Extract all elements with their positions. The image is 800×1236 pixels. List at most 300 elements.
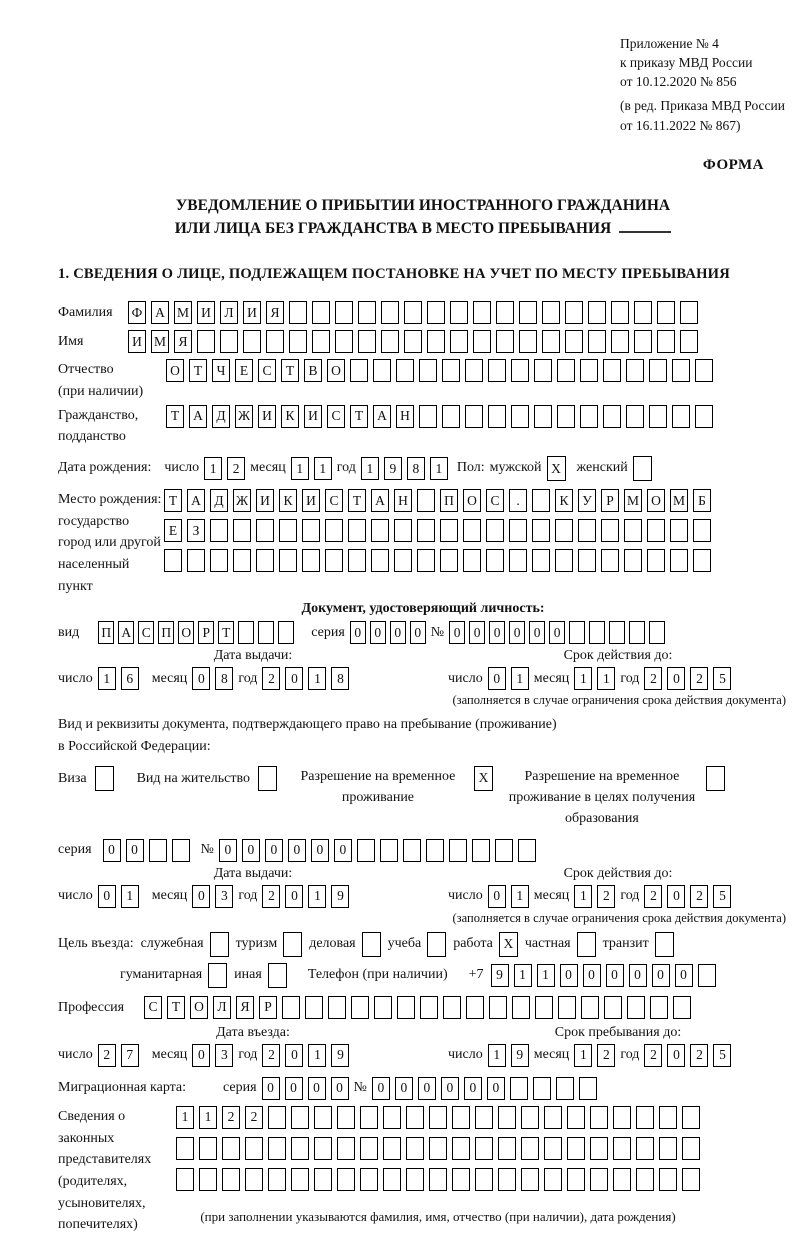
- form-cell[interactable]: Т: [189, 359, 207, 382]
- form-cell[interactable]: [291, 1168, 309, 1191]
- form-cell[interactable]: [337, 1106, 355, 1129]
- form-cell[interactable]: 0: [265, 839, 283, 862]
- form-cell[interactable]: О: [463, 489, 481, 512]
- form-cell[interactable]: [268, 1168, 286, 1191]
- form-cell[interactable]: 2: [644, 667, 662, 690]
- form-cell[interactable]: 0: [98, 885, 116, 908]
- form-cell[interactable]: 0: [529, 621, 545, 644]
- form-cell[interactable]: [373, 359, 391, 382]
- form-cell[interactable]: [427, 330, 445, 353]
- form-cell[interactable]: 0: [469, 621, 485, 644]
- form-cell[interactable]: [397, 996, 415, 1019]
- form-cell[interactable]: [633, 456, 652, 481]
- form-cell[interactable]: [496, 301, 514, 324]
- form-cell[interactable]: [495, 839, 513, 862]
- form-cell[interactable]: Ж: [235, 405, 253, 428]
- form-cell[interactable]: [590, 1137, 608, 1160]
- form-cell[interactable]: [475, 1137, 493, 1160]
- form-cell[interactable]: 0: [285, 885, 303, 908]
- form-cell[interactable]: О: [327, 359, 345, 382]
- form-cell[interactable]: Ж: [233, 489, 251, 512]
- form-cell[interactable]: [381, 330, 399, 353]
- form-cell[interactable]: Т: [167, 996, 185, 1019]
- form-cell[interactable]: Б: [693, 489, 711, 512]
- form-cell[interactable]: К: [279, 489, 297, 512]
- form-cell[interactable]: [682, 1106, 700, 1129]
- form-cell[interactable]: 1: [511, 667, 529, 690]
- form-cell[interactable]: 0: [395, 1077, 413, 1100]
- form-cell[interactable]: [565, 330, 583, 353]
- form-cell[interactable]: 9: [331, 885, 349, 908]
- form-cell[interactable]: [337, 1168, 355, 1191]
- form-cell[interactable]: 0: [308, 1077, 326, 1100]
- form-cell[interactable]: [521, 1168, 539, 1191]
- form-cell[interactable]: [488, 359, 506, 382]
- form-cell[interactable]: Т: [348, 489, 366, 512]
- form-cell[interactable]: [472, 839, 490, 862]
- form-cell[interactable]: [149, 839, 167, 862]
- form-cell[interactable]: 0: [331, 1077, 349, 1100]
- form-cell[interactable]: [360, 1137, 378, 1160]
- form-cell[interactable]: 1: [121, 885, 139, 908]
- form-cell[interactable]: [590, 1106, 608, 1129]
- form-cell[interactable]: О: [178, 621, 194, 644]
- form-cell[interactable]: Т: [164, 489, 182, 512]
- form-cell[interactable]: З: [187, 519, 205, 542]
- form-cell[interactable]: [233, 549, 251, 572]
- form-cell[interactable]: [172, 839, 190, 862]
- form-cell[interactable]: 0: [390, 621, 406, 644]
- form-cell[interactable]: О: [166, 359, 184, 382]
- form-cell[interactable]: 0: [487, 1077, 505, 1100]
- form-cell[interactable]: [403, 839, 421, 862]
- form-cell[interactable]: 0: [410, 621, 426, 644]
- form-cell[interactable]: В: [304, 359, 322, 382]
- form-cell[interactable]: [176, 1137, 194, 1160]
- form-cell[interactable]: 0: [103, 839, 121, 862]
- form-cell[interactable]: 1: [361, 457, 379, 480]
- form-cell[interactable]: [578, 549, 596, 572]
- form-cell[interactable]: .: [509, 489, 527, 512]
- form-cell[interactable]: [649, 359, 667, 382]
- form-cell[interactable]: А: [373, 405, 391, 428]
- form-cell[interactable]: [357, 839, 375, 862]
- form-cell[interactable]: [208, 963, 227, 988]
- form-cell[interactable]: Е: [164, 519, 182, 542]
- form-cell[interactable]: [613, 1106, 631, 1129]
- form-cell[interactable]: [473, 301, 491, 324]
- form-cell[interactable]: [489, 996, 507, 1019]
- form-cell[interactable]: [314, 1106, 332, 1129]
- form-cell[interactable]: Т: [281, 359, 299, 382]
- form-cell[interactable]: [210, 549, 228, 572]
- form-cell[interactable]: [278, 621, 294, 644]
- form-cell[interactable]: 0: [549, 621, 565, 644]
- form-cell[interactable]: [465, 405, 483, 428]
- form-cell[interactable]: [603, 359, 621, 382]
- form-cell[interactable]: 2: [597, 1044, 615, 1067]
- form-cell[interactable]: [429, 1137, 447, 1160]
- form-cell[interactable]: 2: [222, 1106, 240, 1129]
- form-cell[interactable]: [222, 1137, 240, 1160]
- form-cell[interactable]: [567, 1168, 585, 1191]
- form-cell[interactable]: [210, 932, 229, 957]
- form-cell[interactable]: [542, 301, 560, 324]
- form-cell[interactable]: Т: [218, 621, 234, 644]
- form-cell[interactable]: [314, 1168, 332, 1191]
- form-cell[interactable]: Л: [220, 301, 238, 324]
- form-cell[interactable]: [636, 1106, 654, 1129]
- form-cell[interactable]: [282, 996, 300, 1019]
- form-cell[interactable]: [672, 405, 690, 428]
- form-cell[interactable]: [589, 621, 605, 644]
- form-cell[interactable]: 1: [291, 457, 309, 480]
- form-cell[interactable]: [558, 996, 576, 1019]
- form-cell[interactable]: [556, 1077, 574, 1100]
- form-cell[interactable]: 0: [489, 621, 505, 644]
- form-cell[interactable]: [521, 1137, 539, 1160]
- form-cell[interactable]: 0: [418, 1077, 436, 1100]
- form-cell[interactable]: [348, 519, 366, 542]
- form-cell[interactable]: [647, 519, 665, 542]
- form-cell[interactable]: [440, 519, 458, 542]
- form-cell[interactable]: Я: [174, 330, 192, 353]
- form-cell[interactable]: [567, 1106, 585, 1129]
- form-cell[interactable]: [534, 405, 552, 428]
- form-cell[interactable]: С: [258, 359, 276, 382]
- form-cell[interactable]: [452, 1168, 470, 1191]
- form-cell[interactable]: [289, 330, 307, 353]
- form-cell[interactable]: [565, 301, 583, 324]
- form-cell[interactable]: [521, 1106, 539, 1129]
- form-cell[interactable]: [577, 932, 596, 957]
- form-cell[interactable]: 0: [488, 667, 506, 690]
- form-cell[interactable]: 0: [372, 1077, 390, 1100]
- form-cell[interactable]: 0: [370, 621, 386, 644]
- form-cell[interactable]: 3: [215, 885, 233, 908]
- form-cell[interactable]: [452, 1106, 470, 1129]
- form-cell[interactable]: 0: [192, 885, 210, 908]
- form-cell[interactable]: [466, 996, 484, 1019]
- form-cell[interactable]: [383, 1137, 401, 1160]
- form-cell[interactable]: [245, 1137, 263, 1160]
- form-cell[interactable]: У: [578, 489, 596, 512]
- form-cell[interactable]: 6: [121, 667, 139, 690]
- form-cell[interactable]: Н: [394, 489, 412, 512]
- form-cell[interactable]: [603, 405, 621, 428]
- form-cell[interactable]: [450, 301, 468, 324]
- form-cell[interactable]: [187, 549, 205, 572]
- form-cell[interactable]: [659, 1168, 677, 1191]
- form-cell[interactable]: [695, 405, 713, 428]
- form-cell[interactable]: [325, 519, 343, 542]
- form-cell[interactable]: 0: [441, 1077, 459, 1100]
- form-cell[interactable]: 0: [464, 1077, 482, 1100]
- form-cell[interactable]: [238, 621, 254, 644]
- form-cell[interactable]: [590, 1168, 608, 1191]
- form-cell[interactable]: И: [256, 489, 274, 512]
- form-cell[interactable]: [360, 1168, 378, 1191]
- form-cell[interactable]: С: [486, 489, 504, 512]
- form-cell[interactable]: [419, 405, 437, 428]
- form-cell[interactable]: [567, 1137, 585, 1160]
- form-cell[interactable]: [374, 996, 392, 1019]
- form-cell[interactable]: С: [138, 621, 154, 644]
- form-cell[interactable]: [611, 330, 629, 353]
- form-cell[interactable]: 2: [245, 1106, 263, 1129]
- form-cell[interactable]: [581, 996, 599, 1019]
- form-cell[interactable]: [429, 1106, 447, 1129]
- form-cell[interactable]: [348, 549, 366, 572]
- form-cell[interactable]: [680, 330, 698, 353]
- form-cell[interactable]: [519, 330, 537, 353]
- form-cell[interactable]: 0: [350, 621, 366, 644]
- form-cell[interactable]: [609, 621, 625, 644]
- form-cell[interactable]: [518, 839, 536, 862]
- form-cell[interactable]: [580, 405, 598, 428]
- form-cell[interactable]: [473, 330, 491, 353]
- form-cell[interactable]: [443, 996, 461, 1019]
- form-cell[interactable]: 2: [690, 1044, 708, 1067]
- form-cell[interactable]: 0: [126, 839, 144, 862]
- form-cell[interactable]: 0: [449, 621, 465, 644]
- form-cell[interactable]: С: [327, 405, 345, 428]
- form-cell[interactable]: С: [144, 996, 162, 1019]
- form-cell[interactable]: [256, 549, 274, 572]
- form-cell[interactable]: [601, 549, 619, 572]
- form-cell[interactable]: 0: [667, 667, 685, 690]
- form-cell[interactable]: [657, 301, 675, 324]
- form-cell[interactable]: [680, 301, 698, 324]
- form-cell[interactable]: [557, 405, 575, 428]
- form-cell[interactable]: [698, 964, 716, 987]
- form-cell[interactable]: [511, 405, 529, 428]
- form-cell[interactable]: Р: [259, 996, 277, 1019]
- form-cell[interactable]: [695, 359, 713, 382]
- form-cell[interactable]: [305, 996, 323, 1019]
- form-cell[interactable]: [511, 359, 529, 382]
- form-cell[interactable]: 2: [644, 885, 662, 908]
- form-cell[interactable]: [588, 301, 606, 324]
- form-cell[interactable]: [283, 932, 302, 957]
- form-cell[interactable]: И: [128, 330, 146, 353]
- form-cell[interactable]: 0: [606, 964, 624, 987]
- form-cell[interactable]: Я: [236, 996, 254, 1019]
- form-cell[interactable]: [394, 549, 412, 572]
- form-cell[interactable]: [542, 330, 560, 353]
- form-cell[interactable]: 8: [215, 667, 233, 690]
- form-cell[interactable]: [673, 996, 691, 1019]
- form-cell[interactable]: [427, 932, 446, 957]
- form-cell[interactable]: [670, 519, 688, 542]
- form-cell[interactable]: [268, 1106, 286, 1129]
- form-cell[interactable]: [325, 549, 343, 572]
- form-cell[interactable]: Д: [212, 405, 230, 428]
- form-cell[interactable]: 0: [488, 885, 506, 908]
- form-cell[interactable]: 2: [98, 1044, 116, 1067]
- form-cell[interactable]: 1: [308, 1044, 326, 1067]
- form-cell[interactable]: [268, 1137, 286, 1160]
- form-cell[interactable]: [314, 1137, 332, 1160]
- form-cell[interactable]: 2: [597, 885, 615, 908]
- form-cell[interactable]: [289, 301, 307, 324]
- form-cell[interactable]: П: [158, 621, 174, 644]
- form-cell[interactable]: 3: [215, 1044, 233, 1067]
- form-cell[interactable]: [404, 301, 422, 324]
- form-cell[interactable]: 0: [288, 839, 306, 862]
- form-cell[interactable]: [164, 549, 182, 572]
- form-cell[interactable]: П: [440, 489, 458, 512]
- form-cell[interactable]: [268, 963, 287, 988]
- form-cell[interactable]: 0: [192, 1044, 210, 1067]
- form-cell[interactable]: [693, 519, 711, 542]
- form-cell[interactable]: Д: [210, 489, 228, 512]
- form-cell[interactable]: [613, 1168, 631, 1191]
- form-cell[interactable]: 2: [690, 667, 708, 690]
- form-cell[interactable]: [465, 359, 483, 382]
- form-cell[interactable]: Л: [213, 996, 231, 1019]
- form-cell[interactable]: М: [670, 489, 688, 512]
- form-cell[interactable]: [417, 519, 435, 542]
- form-cell[interactable]: [463, 519, 481, 542]
- form-cell[interactable]: М: [151, 330, 169, 353]
- form-cell[interactable]: [427, 301, 445, 324]
- form-cell[interactable]: П: [98, 621, 114, 644]
- form-cell[interactable]: [452, 1137, 470, 1160]
- form-cell[interactable]: [406, 1137, 424, 1160]
- form-cell[interactable]: [601, 519, 619, 542]
- form-cell[interactable]: 1: [537, 964, 555, 987]
- form-cell[interactable]: [371, 519, 389, 542]
- form-cell[interactable]: [629, 621, 645, 644]
- form-cell[interactable]: [371, 549, 389, 572]
- form-cell[interactable]: И: [243, 301, 261, 324]
- form-cell[interactable]: [532, 519, 550, 542]
- form-cell[interactable]: [442, 405, 460, 428]
- form-cell[interactable]: [555, 549, 573, 572]
- form-cell[interactable]: [496, 330, 514, 353]
- form-cell[interactable]: 1: [308, 667, 326, 690]
- form-cell[interactable]: [544, 1106, 562, 1129]
- form-cell[interactable]: [394, 519, 412, 542]
- form-cell[interactable]: 1: [574, 885, 592, 908]
- form-cell[interactable]: [486, 519, 504, 542]
- form-cell[interactable]: 0: [285, 1044, 303, 1067]
- form-cell[interactable]: [519, 301, 537, 324]
- form-cell[interactable]: 0: [285, 667, 303, 690]
- form-cell[interactable]: [279, 549, 297, 572]
- form-cell[interactable]: [488, 405, 506, 428]
- form-cell[interactable]: [258, 621, 274, 644]
- form-cell[interactable]: [95, 766, 114, 791]
- form-cell[interactable]: [636, 1137, 654, 1160]
- form-cell[interactable]: Р: [198, 621, 214, 644]
- form-cell[interactable]: 8: [407, 457, 425, 480]
- form-cell[interactable]: И: [304, 405, 322, 428]
- form-cell[interactable]: [312, 301, 330, 324]
- form-cell[interactable]: 8: [331, 667, 349, 690]
- form-cell[interactable]: Н: [396, 405, 414, 428]
- form-cell[interactable]: 0: [667, 885, 685, 908]
- form-cell[interactable]: 1: [308, 885, 326, 908]
- form-cell[interactable]: [636, 1168, 654, 1191]
- form-cell[interactable]: Ф: [128, 301, 146, 324]
- form-cell[interactable]: [613, 1137, 631, 1160]
- form-cell[interactable]: М: [174, 301, 192, 324]
- form-cell[interactable]: 5: [713, 1044, 731, 1067]
- form-cell[interactable]: О: [190, 996, 208, 1019]
- form-cell[interactable]: 2: [644, 1044, 662, 1067]
- form-cell[interactable]: [498, 1106, 516, 1129]
- form-cell[interactable]: 1: [314, 457, 332, 480]
- form-cell[interactable]: [419, 359, 437, 382]
- form-cell[interactable]: [475, 1106, 493, 1129]
- form-cell[interactable]: [449, 839, 467, 862]
- form-cell[interactable]: О: [647, 489, 665, 512]
- form-cell[interactable]: [647, 549, 665, 572]
- form-cell[interactable]: Ч: [212, 359, 230, 382]
- form-cell[interactable]: [512, 996, 530, 1019]
- form-cell[interactable]: 1: [511, 885, 529, 908]
- form-cell[interactable]: 0: [219, 839, 237, 862]
- form-cell[interactable]: [578, 519, 596, 542]
- form-cell[interactable]: 0: [652, 964, 670, 987]
- form-cell[interactable]: [533, 1077, 551, 1100]
- form-cell[interactable]: [706, 766, 725, 791]
- form-cell[interactable]: М: [624, 489, 642, 512]
- form-cell[interactable]: С: [325, 489, 343, 512]
- form-cell[interactable]: [475, 1168, 493, 1191]
- form-cell[interactable]: [557, 359, 575, 382]
- form-cell[interactable]: [657, 330, 675, 353]
- form-cell[interactable]: [256, 519, 274, 542]
- form-cell[interactable]: 0: [242, 839, 260, 862]
- form-cell[interactable]: [291, 1137, 309, 1160]
- form-cell[interactable]: [555, 519, 573, 542]
- form-cell[interactable]: [634, 330, 652, 353]
- form-cell[interactable]: 9: [491, 964, 509, 987]
- form-cell[interactable]: 0: [509, 621, 525, 644]
- form-cell[interactable]: А: [371, 489, 389, 512]
- form-cell[interactable]: 0: [560, 964, 578, 987]
- form-cell[interactable]: [463, 549, 481, 572]
- form-cell[interactable]: [659, 1106, 677, 1129]
- form-cell[interactable]: [498, 1168, 516, 1191]
- form-cell[interactable]: [176, 1168, 194, 1191]
- form-cell[interactable]: [420, 996, 438, 1019]
- form-cell[interactable]: А: [189, 405, 207, 428]
- form-cell[interactable]: 5: [713, 885, 731, 908]
- form-cell[interactable]: 9: [511, 1044, 529, 1067]
- form-cell[interactable]: [510, 1077, 528, 1100]
- form-cell[interactable]: 2: [262, 1044, 280, 1067]
- form-cell[interactable]: 0: [667, 1044, 685, 1067]
- form-cell[interactable]: [442, 359, 460, 382]
- form-cell[interactable]: [222, 1168, 240, 1191]
- form-cell[interactable]: [682, 1168, 700, 1191]
- form-cell[interactable]: [258, 766, 277, 791]
- form-cell[interactable]: [335, 301, 353, 324]
- form-cell[interactable]: [199, 1168, 217, 1191]
- form-cell[interactable]: [362, 932, 381, 957]
- form-cell[interactable]: [351, 996, 369, 1019]
- form-cell[interactable]: [544, 1137, 562, 1160]
- form-cell[interactable]: [350, 359, 368, 382]
- form-cell[interactable]: 1: [514, 964, 532, 987]
- form-cell[interactable]: [486, 549, 504, 572]
- form-cell[interactable]: К: [281, 405, 299, 428]
- form-cell[interactable]: А: [151, 301, 169, 324]
